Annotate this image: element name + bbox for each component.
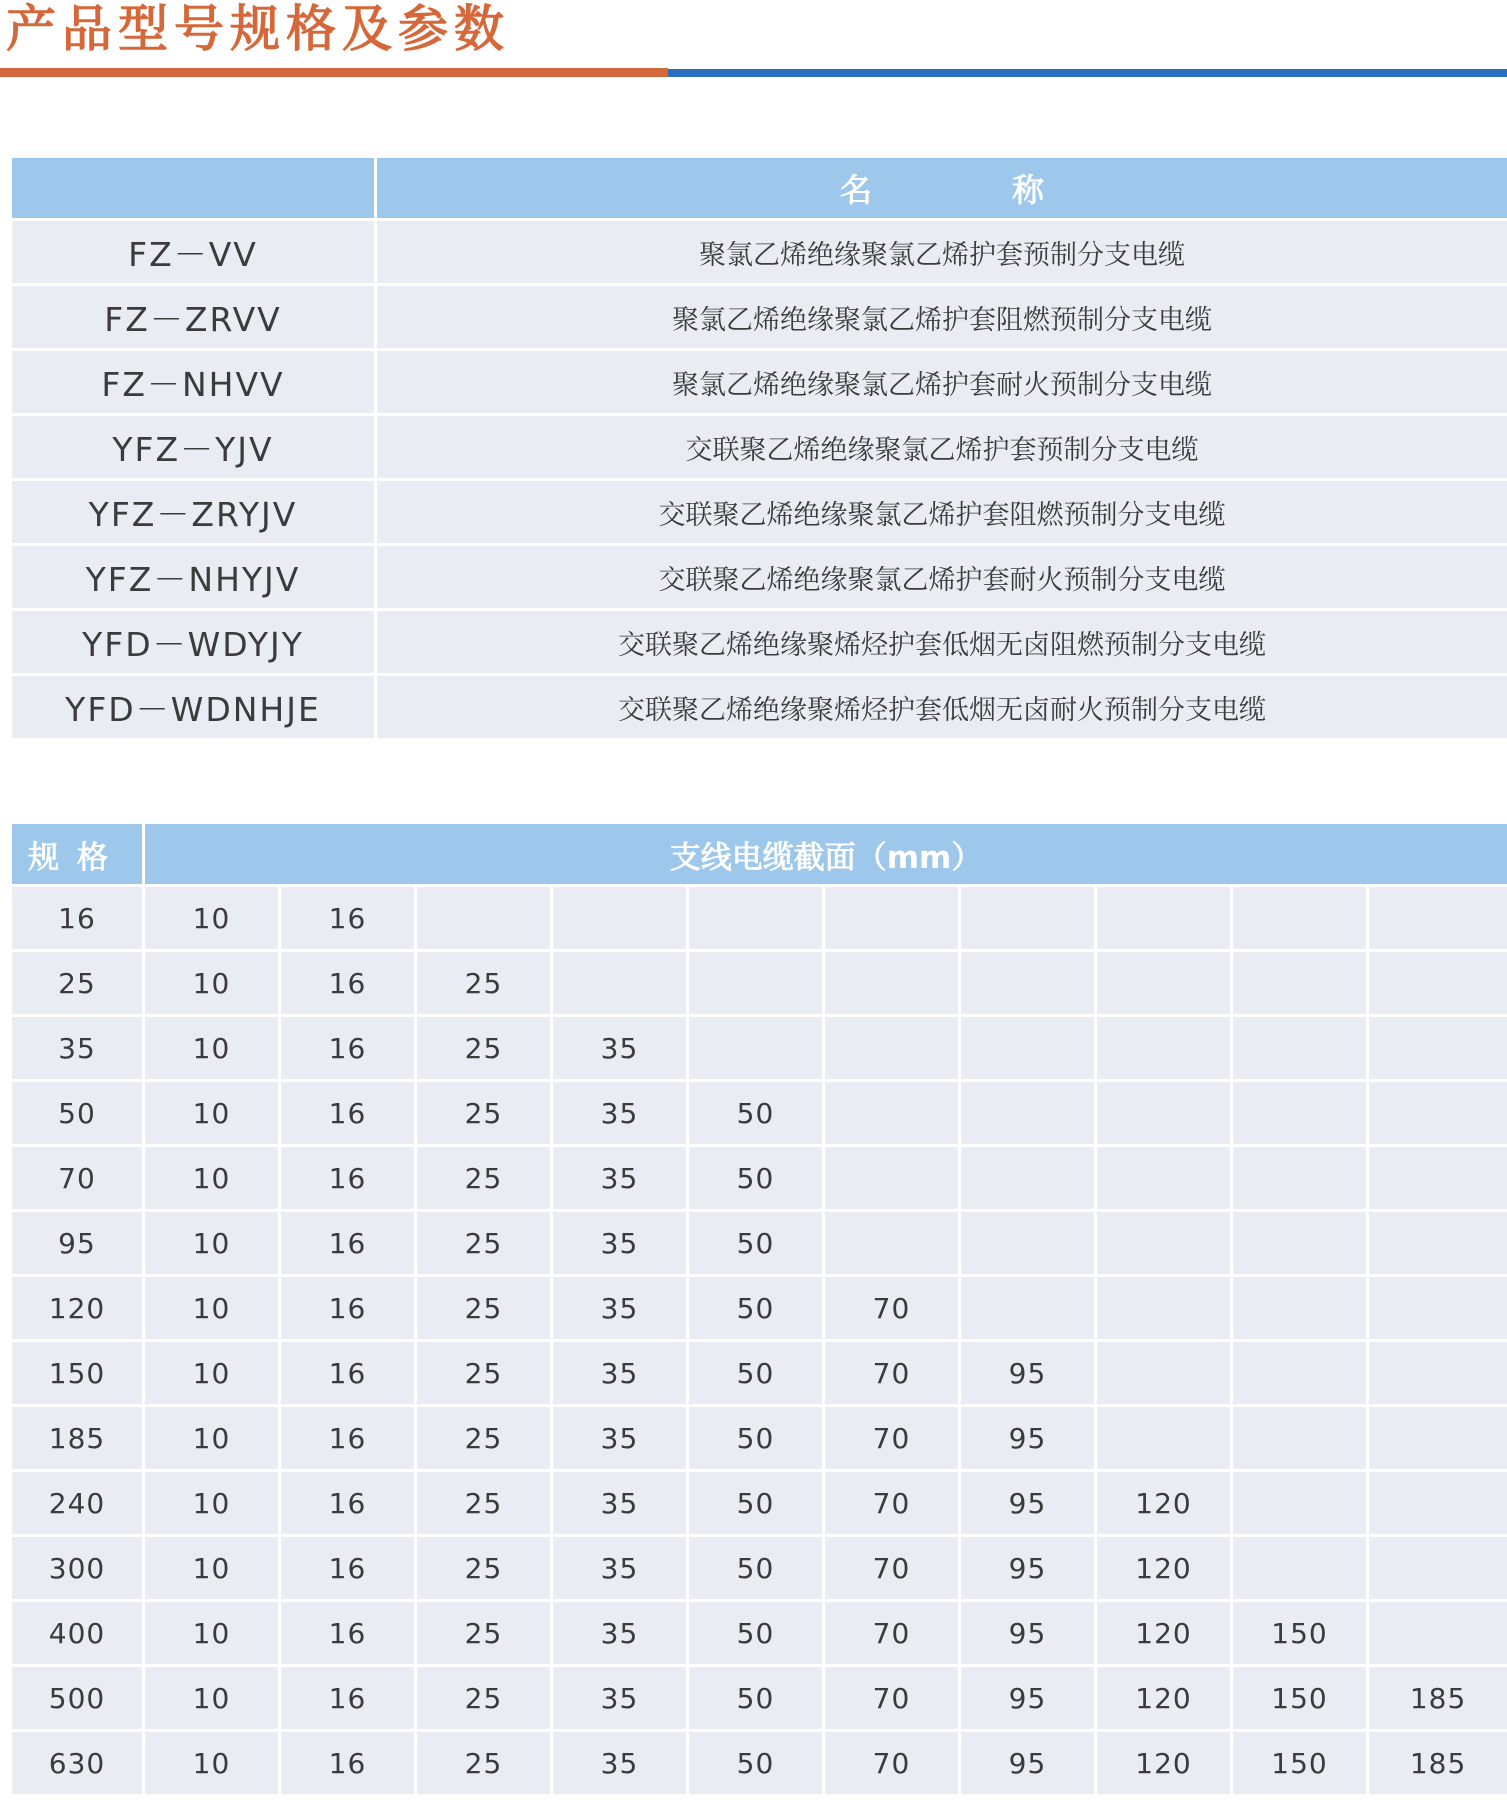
branch-section-cell: 25 — [417, 1667, 553, 1732]
branch-section-cell: 50 — [689, 1667, 825, 1732]
branch-section-cell: 35 — [553, 1472, 689, 1537]
model-table-header — [12, 158, 1507, 221]
branch-section-cell: 25 — [417, 1277, 553, 1342]
branch-section-cell — [1097, 1277, 1233, 1342]
branch-section-cell — [961, 952, 1097, 1017]
branch-section-cell: 35 — [553, 1017, 689, 1082]
spec-table-header — [12, 824, 1507, 887]
spec-cell: 25 — [12, 952, 145, 1017]
spec-row — [12, 1537, 1507, 1602]
name-cell: 聚氯乙烯绝缘聚氯乙烯护套耐火预制分支电缆 — [377, 351, 1507, 416]
branch-section-cell: 10 — [145, 1017, 281, 1082]
branch-section-cell: 120 — [1097, 1537, 1233, 1602]
branch-section-cell — [1233, 1212, 1369, 1277]
branch-section-cell: 10 — [145, 1667, 281, 1732]
branch-section-cell — [825, 1212, 961, 1277]
branch-section-cell — [1097, 952, 1233, 1017]
title-underline-orange — [0, 68, 668, 77]
branch-section-cell — [825, 1147, 961, 1212]
spec-cell: 500 — [12, 1667, 145, 1732]
branch-section-cell — [961, 1017, 1097, 1082]
spec-cell: 70 — [12, 1147, 145, 1212]
branch-section-cell — [1369, 1472, 1507, 1537]
model-cell: YFD－WDNHJE — [12, 676, 377, 741]
branch-section-cell: 95 — [961, 1407, 1097, 1472]
branch-section-cell: 95 — [961, 1667, 1097, 1732]
branch-section-cell: 10 — [145, 1082, 281, 1147]
branch-section-cell: 70 — [825, 1732, 961, 1797]
branch-section-cell — [1233, 1472, 1369, 1537]
branch-section-cell: 70 — [825, 1342, 961, 1407]
branch-section-cell: 25 — [417, 1407, 553, 1472]
spec-cell: 400 — [12, 1602, 145, 1667]
branch-section-cell — [1233, 887, 1369, 952]
branch-section-cell: 150 — [1233, 1732, 1369, 1797]
branch-section-cell — [1097, 1082, 1233, 1147]
branch-section-cell — [825, 1017, 961, 1082]
branch-section-cell — [825, 952, 961, 1017]
branch-section-cell: 35 — [553, 1667, 689, 1732]
spec-cell: 95 — [12, 1212, 145, 1277]
branch-section-cell: 10 — [145, 1602, 281, 1667]
spec-row — [12, 1342, 1507, 1407]
spec-row — [12, 1212, 1507, 1277]
branch-section-cell: 35 — [553, 1277, 689, 1342]
branch-section-cell: 150 — [1233, 1667, 1369, 1732]
spec-row — [12, 1407, 1507, 1472]
name-header-char-2: 称 — [1012, 171, 1045, 209]
branch-section-cell — [1097, 1342, 1233, 1407]
branch-section-cell — [1233, 952, 1369, 1017]
branch-section-cell: 16 — [281, 1472, 417, 1537]
branch-section-cell: 35 — [553, 1212, 689, 1277]
branch-section-cell: 120 — [1097, 1602, 1233, 1667]
branch-section-cell: 185 — [1369, 1667, 1507, 1732]
branch-section-cell — [1369, 1537, 1507, 1602]
model-cell: FZ－NHVV — [12, 351, 377, 416]
branch-section-cell — [689, 1017, 825, 1082]
model-header-cell — [12, 158, 377, 221]
branch-section-cell: 25 — [417, 1732, 553, 1797]
branch-section-cell: 35 — [553, 1082, 689, 1147]
name-cell: 交联聚乙烯绝缘聚烯烃护套低烟无卤阻燃预制分支电缆 — [377, 611, 1507, 676]
branch-section-cell — [1233, 1342, 1369, 1407]
spec-row — [12, 1082, 1507, 1147]
branch-section-cell: 50 — [689, 1082, 825, 1147]
spec-row — [12, 1602, 1507, 1667]
branch-section-cell: 25 — [417, 1212, 553, 1277]
name-cell: 聚氯乙烯绝缘聚氯乙烯护套预制分支电缆 — [377, 221, 1507, 286]
spec-row — [12, 1147, 1507, 1212]
branch-section-cell: 50 — [689, 1342, 825, 1407]
branch-section-cell: 16 — [281, 887, 417, 952]
branch-section-cell: 120 — [1097, 1667, 1233, 1732]
branch-section-cell: 50 — [689, 1407, 825, 1472]
branch-section-cell: 10 — [145, 1407, 281, 1472]
branch-section-cell — [1097, 1017, 1233, 1082]
branch-section-cell: 95 — [961, 1472, 1097, 1537]
branch-section-cell: 70 — [825, 1537, 961, 1602]
branch-section-cell: 50 — [689, 1732, 825, 1797]
spec-row — [12, 887, 1507, 952]
model-cell: YFD－WDYJY — [12, 611, 377, 676]
model-row — [12, 351, 1507, 416]
model-row — [12, 416, 1507, 481]
branch-section-cell — [1369, 1602, 1507, 1667]
branch-section-header-cell: 支线电缆截面（mm） — [145, 824, 1507, 887]
branch-section-cell: 10 — [145, 887, 281, 952]
name-header-char-1: 名 — [839, 171, 872, 209]
branch-section-cell: 120 — [1097, 1472, 1233, 1537]
name-cell: 交联聚乙烯绝缘聚氯乙烯护套预制分支电缆 — [377, 416, 1507, 481]
branch-section-cell: 95 — [961, 1537, 1097, 1602]
branch-section-cell: 50 — [689, 1147, 825, 1212]
branch-section-cell: 120 — [1097, 1732, 1233, 1797]
spec-cell: 16 — [12, 887, 145, 952]
branch-section-cell — [1233, 1017, 1369, 1082]
branch-section-cell: 70 — [825, 1667, 961, 1732]
branch-section-cell: 16 — [281, 1342, 417, 1407]
branch-section-cell — [1097, 1407, 1233, 1472]
branch-section-cell: 10 — [145, 1277, 281, 1342]
branch-section-cell: 10 — [145, 1212, 281, 1277]
model-row — [12, 286, 1507, 351]
branch-section-cell: 50 — [689, 1537, 825, 1602]
model-row — [12, 611, 1507, 676]
name-header-cell — [377, 158, 1507, 221]
branch-section-cell — [961, 1277, 1097, 1342]
branch-section-cell — [1233, 1407, 1369, 1472]
branch-section-cell — [1233, 1147, 1369, 1212]
branch-section-cell — [1233, 1082, 1369, 1147]
branch-section-cell: 10 — [145, 952, 281, 1017]
branch-section-cell — [1369, 887, 1507, 952]
branch-section-cell: 185 — [1369, 1732, 1507, 1797]
branch-section-cell: 25 — [417, 1537, 553, 1602]
branch-section-cell — [961, 1147, 1097, 1212]
branch-section-cell: 16 — [281, 1602, 417, 1667]
branch-section-cell: 50 — [689, 1602, 825, 1667]
branch-section-cell — [1369, 1082, 1507, 1147]
branch-section-cell: 16 — [281, 1407, 417, 1472]
name-cell: 交联聚乙烯绝缘聚烯烃护套低烟无卤耐火预制分支电缆 — [377, 676, 1507, 741]
title-underline-blue — [668, 69, 1507, 77]
branch-section-cell: 25 — [417, 1472, 553, 1537]
branch-section-cell: 50 — [689, 1472, 825, 1537]
model-row — [12, 676, 1507, 741]
branch-section-cell — [1369, 952, 1507, 1017]
spec-cell: 150 — [12, 1342, 145, 1407]
branch-section-cell: 35 — [553, 1342, 689, 1407]
model-row — [12, 481, 1507, 546]
branch-section-cell: 16 — [281, 1537, 417, 1602]
model-cell: FZ－VV — [12, 221, 377, 286]
branch-section-cell: 35 — [553, 1732, 689, 1797]
branch-section-cell: 10 — [145, 1342, 281, 1407]
spec-row — [12, 1017, 1507, 1082]
branch-section-cell: 150 — [1233, 1602, 1369, 1667]
branch-section-cell: 25 — [417, 1342, 553, 1407]
model-cell: FZ－ZRVV — [12, 286, 377, 351]
branch-section-cell: 16 — [281, 1667, 417, 1732]
branch-section-cell: 35 — [553, 1147, 689, 1212]
branch-section-cell: 95 — [961, 1732, 1097, 1797]
name-cell: 聚氯乙烯绝缘聚氯乙烯护套阻燃预制分支电缆 — [377, 286, 1507, 351]
page-title: 产品型号规格及参数 — [6, 0, 510, 58]
branch-section-cell: 50 — [689, 1277, 825, 1342]
branch-section-cell: 16 — [281, 1082, 417, 1147]
branch-section-cell: 16 — [281, 1277, 417, 1342]
branch-section-cell: 50 — [689, 1212, 825, 1277]
branch-section-cell — [1369, 1342, 1507, 1407]
branch-section-cell: 16 — [281, 1212, 417, 1277]
spec-cell: 120 — [12, 1277, 145, 1342]
branch-section-cell — [1097, 1147, 1233, 1212]
branch-section-cell: 25 — [417, 1602, 553, 1667]
name-cell: 交联聚乙烯绝缘聚氯乙烯护套阻燃预制分支电缆 — [377, 481, 1507, 546]
branch-section-cell: 35 — [553, 1407, 689, 1472]
branch-section-cell: 95 — [961, 1602, 1097, 1667]
branch-section-cell — [1369, 1017, 1507, 1082]
branch-section-cell — [825, 1082, 961, 1147]
branch-section-cell: 10 — [145, 1732, 281, 1797]
branch-section-cell — [961, 1212, 1097, 1277]
model-cell: YFZ－YJV — [12, 416, 377, 481]
branch-section-cell: 70 — [825, 1472, 961, 1537]
branch-section-cell: 25 — [417, 952, 553, 1017]
spec-cell: 630 — [12, 1732, 145, 1797]
branch-section-cell — [1369, 1407, 1507, 1472]
branch-section-cell: 25 — [417, 1147, 553, 1212]
spec-row — [12, 1732, 1507, 1797]
branch-section-cell — [1369, 1277, 1507, 1342]
branch-section-cell — [1097, 1212, 1233, 1277]
model-row — [12, 546, 1507, 611]
branch-section-cell: 70 — [825, 1277, 961, 1342]
spec-cell: 240 — [12, 1472, 145, 1537]
branch-section-cell: 25 — [417, 1082, 553, 1147]
spec-cell: 185 — [12, 1407, 145, 1472]
spec-cell: 35 — [12, 1017, 145, 1082]
spec-row — [12, 1277, 1507, 1342]
branch-section-cell — [553, 887, 689, 952]
name-cell: 交联聚乙烯绝缘聚氯乙烯护套耐火预制分支电缆 — [377, 546, 1507, 611]
branch-section-cell — [1097, 887, 1233, 952]
spec-table — [12, 824, 1507, 1797]
branch-section-cell: 95 — [961, 1342, 1097, 1407]
branch-section-cell: 70 — [825, 1407, 961, 1472]
branch-section-cell — [1233, 1537, 1369, 1602]
spec-cell: 300 — [12, 1537, 145, 1602]
branch-section-cell — [825, 887, 961, 952]
branch-section-cell: 70 — [825, 1602, 961, 1667]
model-cell: YFZ－ZRYJV — [12, 481, 377, 546]
branch-section-cell: 16 — [281, 1147, 417, 1212]
spec-row — [12, 1667, 1507, 1732]
spec-cell: 50 — [12, 1082, 145, 1147]
branch-section-cell — [417, 887, 553, 952]
branch-section-cell: 25 — [417, 1017, 553, 1082]
branch-section-cell: 35 — [553, 1537, 689, 1602]
branch-section-cell — [1369, 1212, 1507, 1277]
spec-row — [12, 952, 1507, 1017]
branch-section-cell: 16 — [281, 952, 417, 1017]
branch-section-cell — [1369, 1147, 1507, 1212]
branch-section-cell — [689, 952, 825, 1017]
branch-section-cell: 35 — [553, 1602, 689, 1667]
branch-section-cell — [1233, 1277, 1369, 1342]
spec-table-body — [12, 887, 1507, 1797]
branch-section-cell: 10 — [145, 1472, 281, 1537]
spec-header-cell: 规格 — [12, 824, 145, 887]
branch-section-cell: 10 — [145, 1147, 281, 1212]
branch-section-cell: 16 — [281, 1017, 417, 1082]
model-table-body — [12, 221, 1507, 741]
model-row — [12, 221, 1507, 286]
branch-section-cell — [961, 1082, 1097, 1147]
spec-row — [12, 1472, 1507, 1537]
branch-section-cell: 16 — [281, 1732, 417, 1797]
model-cell: YFZ－NHYJV — [12, 546, 377, 611]
branch-section-cell — [961, 887, 1097, 952]
branch-section-cell — [553, 952, 689, 1017]
branch-section-cell — [689, 887, 825, 952]
model-table — [12, 158, 1507, 741]
branch-section-cell: 10 — [145, 1537, 281, 1602]
